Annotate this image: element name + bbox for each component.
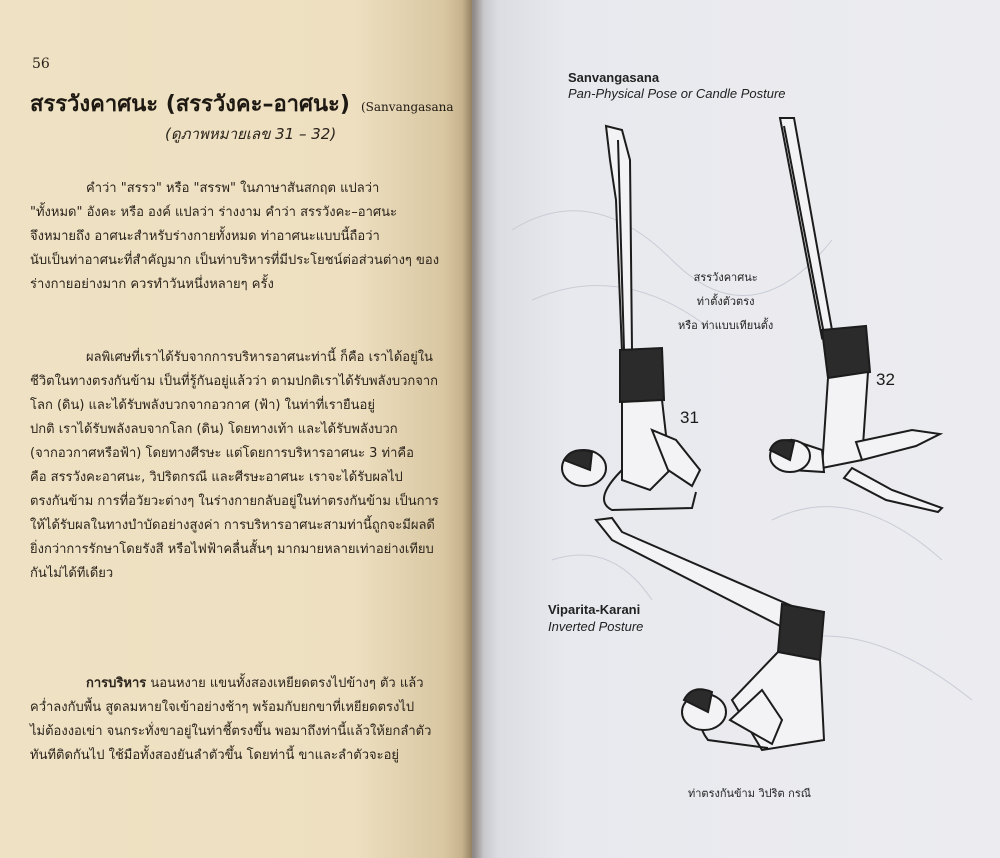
caption-sanvangasana (568, 70, 786, 101)
text-line: คว่ำลงกับพื้น สูดลมหายใจเข้าอย่างช้าๆ พร้อมกับยกขาที่เหยียดตรงไป (30, 700, 415, 715)
page-number: 56 (32, 56, 50, 72)
caption-subtitle: Pan-Physical Pose or Candle Posture (568, 86, 786, 101)
page-title (30, 86, 453, 121)
text-line: ให้ได้รับผลในทางบำบัดอย่างสูงค่า การบริหารอาศนะสามท่านี้ถูกจะมีผลดี (30, 518, 435, 533)
paragraph-2 (30, 346, 472, 586)
paragraph-lead: การบริหาร (86, 676, 147, 691)
text-line: "ทั้งหมด" อังคะ หรือ องค์ แปลว่า ร่างงาม คำว่า สรรวังคะ–อาศนะ (30, 205, 398, 220)
yoga-illustrations (472, 0, 1000, 858)
text-line (30, 672, 472, 696)
text-line: คำว่า "สรรว" หรือ "สรรพ" ในภาษาสันสกฤต แปลว่า (86, 181, 380, 196)
viparita-karani-illustration (596, 518, 824, 750)
text-line: ชีวิตในทางตรงกันข้าม เป็นที่รู้กันอยู่แล้วว่า ตามปกติเราได้รับพลังบวกจาก (30, 374, 439, 389)
text-line: ทันทีติดกันไป ใช้มือทั้งสองยันลำตัวขึ้น โดยท่านี้ ขาและลำตัวจะอยู่ (30, 748, 400, 763)
text-line: คือ สรรวังคะอาศนะ, วิปริตกรณี และศีรษะอาศนะ เราจะได้รับผลไป (30, 470, 403, 485)
see-figures-note: (ดูภาพหมายเลข 31 – 32) (165, 125, 337, 143)
text-line: โลก (ดิน) และได้รับพลังบวกจากอวกาศ (ฟ้า) ในท่าที่เรายืนอยู่ (30, 398, 375, 413)
text-fragment: นอนหงาย แขนทั้งสองเหยียดตรงไปข้างๆ ตัว แล้ว (146, 676, 424, 691)
figure-32-illustration (770, 118, 942, 512)
caption-title: Viparita-Karani (548, 602, 641, 617)
text-line: ยิ่งกว่าการรักษาโดยรังสี หรือไฟฟ้าคลื่นสั้นๆ มากมายหลายเท่าอย่างเทียบ (30, 542, 434, 557)
text-line: ผลพิเศษที่เราได้รับจากการบริหารอาศนะท่านี้ ก็คือ เราได้อยู่ใน (86, 350, 433, 365)
book-gutter (462, 0, 484, 858)
thai-label-line: สรรวังคาศนะ (693, 271, 758, 284)
caption-viparita-karani (548, 602, 643, 634)
figure-number-31: 31 (680, 408, 699, 427)
figure-number-32: 32 (876, 370, 895, 389)
caption-subtitle: Inverted Posture (548, 619, 644, 634)
text-line: กันไม่ได้ทีเดียว (30, 566, 114, 581)
text-line: (จากอวกาศหรือฟ้า) โดยทางศีรษะ แต่โดยการบริหารอาศนะ 3 ท่าคือ (30, 446, 414, 461)
text-line: ไม่ต้องงอเข่า จนกระทั่งขาอยู่ในท่าชี้ตรงขึ้น พอมาถึงท่านี้แล้วให้ยกลำตัว (30, 724, 432, 739)
thai-label-line: หรือ ท่าแบบเทียนตั้ง (678, 319, 774, 332)
title-roman: (Sanvangasana (361, 100, 454, 114)
text-line: ตรงกันข้าม การที่อวัยวะต่างๆ ในร่างกายกลับอยู่ในท่าตรงกันข้าม เป็นการ (30, 494, 439, 509)
left-page (0, 0, 472, 858)
text-line: ร่างกายอย่างมาก ควรทำวันหนึ่งหลายๆ ครั้ง (30, 277, 274, 292)
caption-title: Sanvangasana (568, 70, 660, 85)
text-line: นับเป็นท่าอาศนะที่สำคัญมาก เป็นท่าบริหารที่มีประโยชน์ต่อส่วนต่างๆ ของ (30, 253, 440, 268)
text-line: ปกติ เราได้รับพลังลบจากโลก (ดิน) โดยทางเท้า และได้รับพลังบวก (30, 422, 398, 437)
text-line: จึงหมายถึง อาศนะสำหรับร่างกายทั้งหมด ท่าอาศนะแบบนี้ถือว่า (30, 229, 380, 244)
thai-label-line: ท่าตั้งตัวตรง (696, 295, 755, 308)
paragraph-3 (30, 672, 472, 768)
title-thai: สรรวังคาศนะ (สรรวังคะ–อาศนะ) (30, 92, 350, 117)
bottom-thai-caption: ท่าตรงกันข้าม วิปริต กรณี (688, 787, 811, 800)
thai-figure-label (678, 266, 773, 338)
paragraph-1 (30, 177, 472, 297)
